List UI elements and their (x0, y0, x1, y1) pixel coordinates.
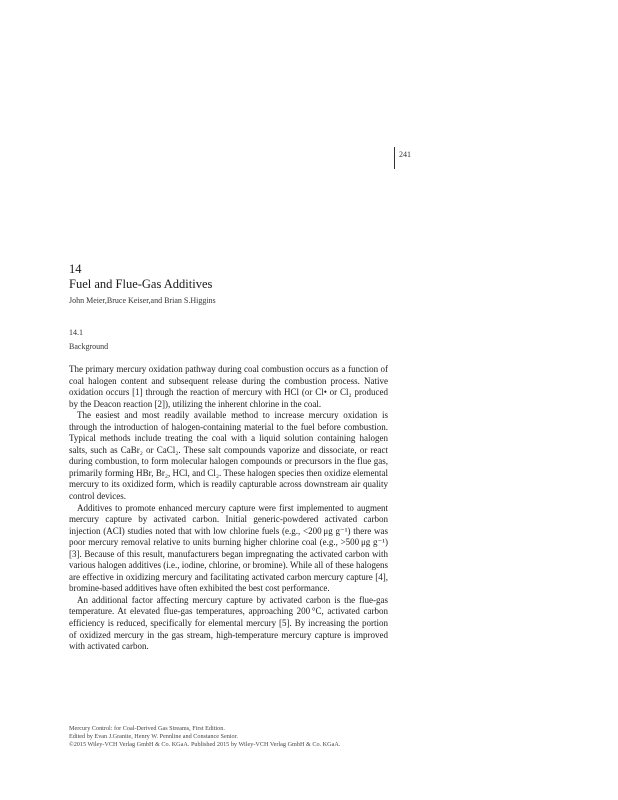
section-number: 14.1 (69, 328, 83, 337)
footer-book-title: Mercury Control: for Coal-Derived Gas Streams, First Edition. (69, 725, 225, 732)
paragraph-3: Additives to promote enhanced mercury capture were first implemented to augment mercury capture by activated carbon. Initial generic-powdered activated carbon injection (ACI) studies noted that with low chlorine fuels (e.g., <200 μg g⁻¹) there was poor mercury removal relative to units burning higher chlorine coal (e.g., >500 μg g⁻¹) [3]. Because of this result, manufacturers began impregnating the activated carbon with various halogen additives (i.e., iodine, chlorine, or bromine). While all of these halogens are effective in oxidizing mercury and facilitating activated carbon mercury capture [4], bromine-based additives have often exhibited the best cost performance. (69, 502, 388, 594)
section-title: Background (69, 342, 109, 351)
copyright-footer (69, 725, 399, 749)
body-text (69, 364, 388, 653)
paragraph-1: The primary mercury oxidation pathway during coal combustion occurs as a function of coal halogen content and subsequent release during the combustion process. Native oxidation occurs [1] through the reaction of mercury with HCl (or Cl• or Cl₂ produced by the Deacon reaction [2]), utilizing the inherent chlorine in the coal. (69, 364, 388, 409)
paragraph-2: The easiest and most readily available method to increase mercury oxidation is through the introduction of halogen-containing material to the fuel before combustion. Typical methods include treating the coal with a liquid solution containing halogen salts, such as CaBr₂ or CaCl₂. These salt compounds vaporize and dissociate, or react during combustion, to form molecular halogen compounds or precursors in the flue gas, primarily forming HBr, Br₂, HCl, and Cl₂. These halogen species then oxidize elemental mercury to its oxidized form, which is readily capturable across downstream air quality control devices. (69, 410, 388, 502)
chapter-authors: John Meier,Bruce Keiser,and Brian S.Higgins (69, 296, 216, 305)
page-number-marker (394, 147, 411, 169)
paragraph-4: An additional factor affecting mercury capture by activated carbon is the flue-gas temperature. At elevated flue-gas temperatures, approaching 200 °C, activated carbon efficiency is reduced, specifically for elemental mercury [5]. By increasing the portion of oxidized mercury in the gas stream, high-temperature mercury capture is improved with activated carbon. (69, 594, 388, 652)
page-number: 241 (399, 150, 411, 159)
footer-copyright: ©2015 Wiley-VCH Verlag GmbH & Co. KGaA. Published 2015 by Wiley-VCH Verlag GmbH & Co. KGaA. (69, 741, 341, 748)
footer-editors: Edited by Evan J.Granite, Henry W. Pennline and Constance Senior. (69, 733, 238, 740)
chapter-number: 14 (69, 262, 82, 276)
chapter-title: Fuel and Flue-Gas Additives (69, 277, 213, 291)
